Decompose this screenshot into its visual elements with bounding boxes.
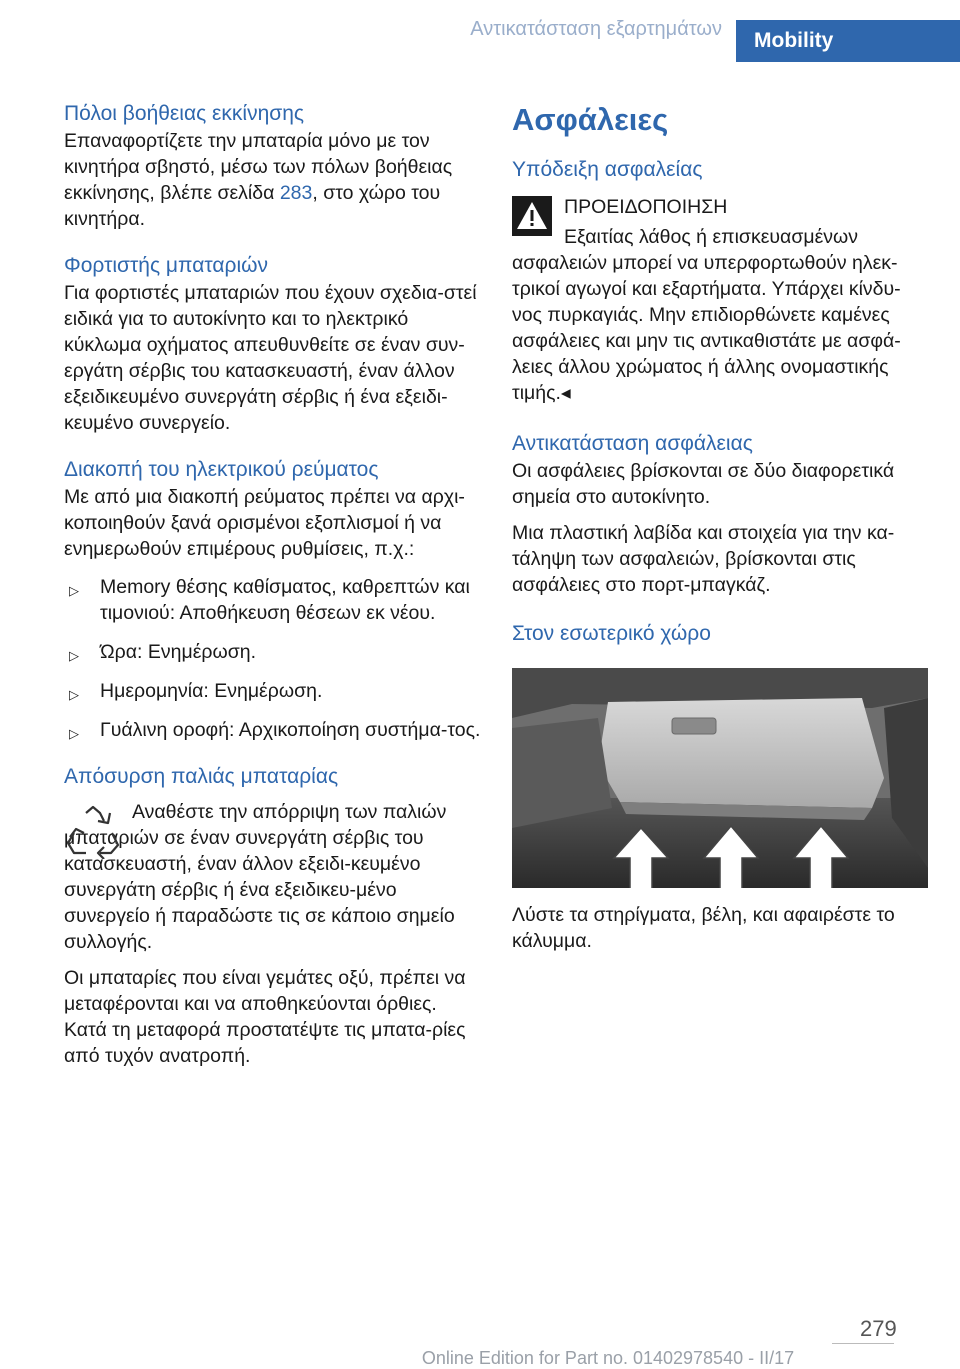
heading-jump-start-terminals: Πόλοι βοήθειας εκκίνησης (64, 102, 305, 125)
heading-old-battery-disposal: Απόσυρση παλιάς μπαταρίας (64, 765, 339, 788)
warning-label: ΠΡΟΕΙΔΟΠΟΙΗΣΗ (564, 196, 728, 218)
heading-battery-charger: Φορτιστής μπαταριών (64, 254, 269, 277)
recycle-paragraph (64, 799, 482, 955)
heading-fuses: Ασφάλειες (512, 102, 669, 137)
warning-block (512, 194, 928, 406)
right-column (512, 100, 928, 954)
heading-power-interruption: Διακοπή του ηλεκτρικού ρεύματος (64, 458, 379, 481)
heading-interior: Στον εσωτερικό χώρο (512, 622, 711, 645)
footer-divider (832, 1343, 894, 1344)
paragraph-jump-start: Επαναφορτίζετε την μπαταρία μόνο με τον κινητήρα σβηστό, μέσω των πόλων βοήθειας εκκίνησης, βλέπε σελίδα 283, στο χώρο του κινητήρα. (64, 130, 453, 230)
heading-fuse-replacement: Αντικατάσταση ασφάλειας (512, 432, 753, 455)
glovebox-photo (512, 668, 928, 888)
heading-safety-note: Υπόδειξη ασφαλείας (512, 158, 703, 181)
page-number: 279 (860, 1316, 897, 1341)
triangle-bullet-icon: ▷ (69, 687, 79, 702)
warning-text: Εξαιτίας λάθος ή επισκευασμένων ασφαλειών μπορεί να υπερφορτωθούν ηλεκ-τρικοί αγωγοί και εξαρτήματα. Υπάρχει κίνδυ-νος πυρκαγιάς. Μην επιδιορθώνετε καμένες ασφάλειες και μην τις αντικαθιστάτε με ασφά-λειες άλλου χρώματος ή άλλης ονομαστικής τιμής.◂ (512, 226, 901, 404)
photo-caption: Λύστε τα στηρίγματα, βέλη, και αφαιρέστε το κάλυμμα. (512, 904, 895, 952)
list-item: ▷ Memory θέσης καθίσματος, καθρεπτών και τιμονιού: Αποθήκευση θέσεων εκ νέου. (69, 576, 470, 624)
page-header (0, 0, 960, 62)
edition-footer: Online Edition for Part no. 01402978540 - II/17 (421, 1348, 795, 1368)
warning-icon (512, 196, 552, 236)
list-item: ▷ Ώρα: Ενημέρωση. (64, 639, 482, 665)
triangle-bullet-icon: ▷ (69, 648, 79, 663)
paragraph-power-interruption: Με από μια διακοπή ρεύματος πρέπει να αρχι-κοποιηθούν ξανά ορισμένοι εξοπλισμοί ή να ενημερωθούν επιμέρους ρυθμίσεις, π.χ.: (64, 486, 465, 560)
left-column (64, 100, 482, 1069)
section-title: Αντικατάσταση εξαρτημάτων (470, 18, 722, 40)
triangle-bullet-icon: ▷ (69, 583, 79, 598)
paragraph-acid-batteries: Οι μπαταρίες που είναι γεμάτες οξύ, πρέπει να μεταφέρονται και να αποθηκεύονται όρθιες. Κατά τη μεταφορά προστατέψτε τις μπατα-ρίες από τυχόν ανατροπή. (64, 967, 466, 1067)
paragraph-fuse-tweezers: Μια πλαστική λαβίδα και στοιχεία για την κα-τάληψη των ασφαλειών, βρίσκονται στις ασφάλειες στο πορτ-μπαγκάζ. (512, 522, 895, 596)
chapter-tab: Mobility (736, 20, 960, 62)
paragraph-disposal: Αναθέστε την απόρριψη των παλιών μπαταριών σε έναν συνεργάτη σέρβις του κατασκευαστή, έναν άλλον εξειδι-κευμένο συνεργάτη σέρβις ή ένα εξειδικευ-μένο συνεργείο ή παραδώστε τις σε κάποιο σημείο συλλογής. (64, 801, 455, 953)
settings-list (64, 574, 482, 743)
paragraph-fuse-location: Οι ασφάλειες βρίσκονται σε δύο διαφορετικά σημεία στο αυτοκίνητο. (512, 460, 895, 508)
list-item: ▷ Γυάλινη οροφή: Αρχικοποίηση συστήμα-τος. (64, 717, 482, 743)
list-item: ▷ Ημερομηνία: Ενημέρωση. (64, 678, 482, 704)
paragraph-battery-charger: Για φορτιστές μπαταριών που έχουν σχεδια-στεί ειδικά για το αυτοκίνητο και το ηλεκτρικό κύκλωμα οχήματος απευθυνθείτε σε έναν συν-εργάτη σέρβις του κατασκευαστή, έναν άλλον εξειδικευμένο συνεργάτη σέρβις ή ένα εξειδι-κευμένο συνεργείο. (64, 282, 477, 434)
triangle-bullet-icon: ▷ (69, 726, 79, 741)
recycle-icon (64, 803, 122, 859)
page-link[interactable]: 283 (279, 182, 313, 204)
